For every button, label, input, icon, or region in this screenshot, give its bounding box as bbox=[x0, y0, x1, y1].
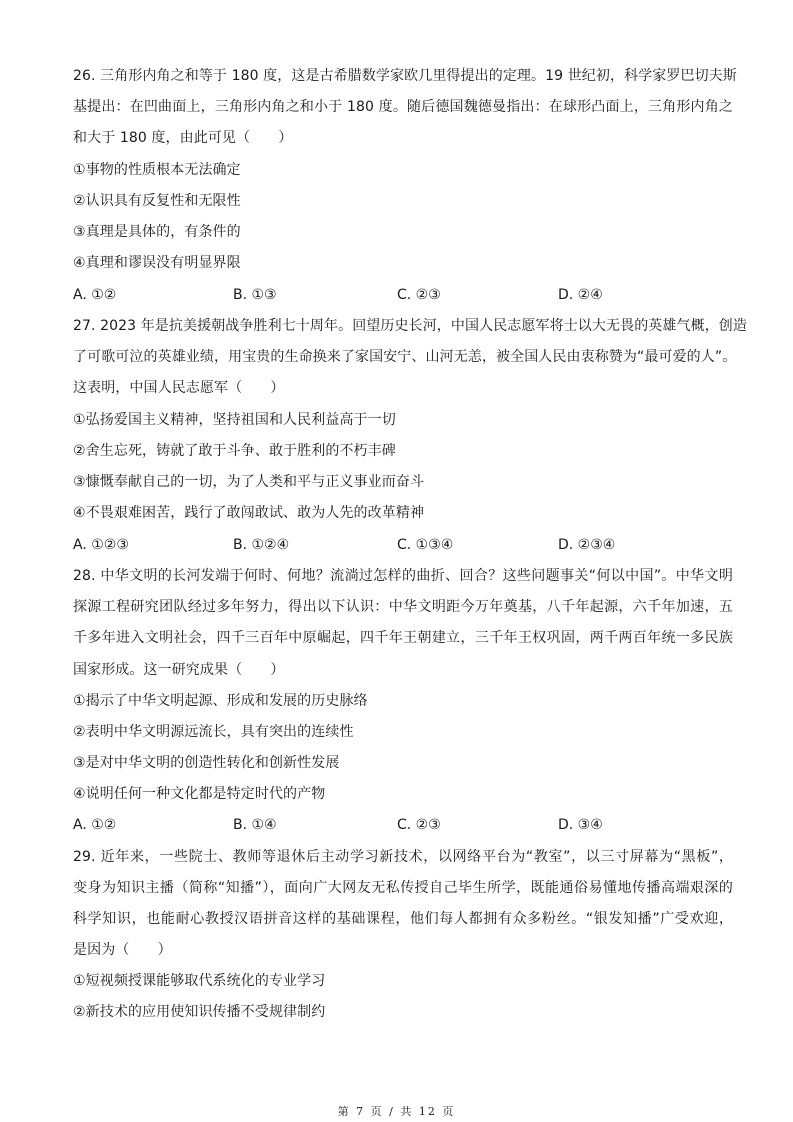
option-d: D. ②③④ bbox=[558, 537, 616, 553]
option-b: B. ①④ bbox=[233, 817, 277, 833]
question-stem-line: 探源工程研究团队经过多年努力，得出以下认识：中华文明距今万年奠基，八千年起源，六千年加速，五 bbox=[73, 599, 733, 615]
option-d: D. ②④ bbox=[558, 287, 603, 303]
statement-1: ①揭示了中华文明起源、形成和发展的历史脉络 bbox=[73, 693, 368, 709]
statement-1: ①短视频授课能够取代系统化的专业学习 bbox=[73, 973, 326, 989]
question-stem-line: 基提出：在凹曲面上，三角形内角之和小于 180 度。随后德国魏德曼指出：在球形凸面上，三角形内角之 bbox=[73, 99, 733, 115]
option-c: C. ②③ bbox=[397, 817, 441, 833]
statement-3: ③真理是具体的，有条件的 bbox=[73, 224, 241, 240]
statement-1: ①事物的性质根本无法确定 bbox=[73, 162, 241, 178]
question-stem-line: 这表明，中国人民志愿军（ ） bbox=[73, 380, 285, 396]
statement-2: ②新技术的应用使知识传播不受规律制约 bbox=[73, 1004, 326, 1020]
option-c: C. ①③④ bbox=[397, 537, 454, 553]
question-stem-line: 是因为（ ） bbox=[73, 942, 172, 958]
option-a: A. ①②③ bbox=[73, 537, 129, 553]
answer-options bbox=[73, 810, 733, 841]
answer-options bbox=[73, 280, 733, 311]
statement-1: ①弘扬爱国主义精神，坚持祖国和人民利益高于一切 bbox=[73, 412, 396, 428]
question-stem-line: 26. 三角形内角之和等于 180 度，这是古希腊数学家欧几里得提出的定理。19 世纪初，科学家罗巴切夫斯 bbox=[73, 68, 737, 84]
statement-3: ③慷慨奉献自己的一切，为了人类和平与正义事业而奋斗 bbox=[73, 474, 425, 490]
question-stem-line: 27. 2023 年是抗美援朝战争胜利七十周年。回望历史长河，中国人民志愿军将士以大无畏的英雄气概，创造 bbox=[73, 318, 747, 334]
page-footer: 第 7 页 / 共 12 页 bbox=[337, 1105, 456, 1118]
option-a: A. ①② bbox=[73, 817, 117, 833]
question-stem-line: 科学知识，也能耐心教授汉语拼音这样的基础课程，他们每人都拥有众多粉丝。“银发知播”广受欢迎， bbox=[73, 911, 733, 927]
option-a: A. ①② bbox=[73, 287, 117, 303]
question-stem-line: 国家形成。这一研究成果（ ） bbox=[73, 662, 285, 678]
answer-options bbox=[73, 530, 733, 561]
statement-2: ②表明中华文明源远流长，具有突出的连续性 bbox=[73, 724, 354, 740]
question-stem-line: 29. 近年来，一些院士、教师等退休后主动学习新技术，以网络平台为“教室”，以三寸屏幕为“黑板”， bbox=[73, 849, 733, 865]
question-stem-line: 和大于 180 度，由此可见（ ） bbox=[73, 130, 293, 146]
statement-4: ④不畏艰难困苦，践行了敢闯敢试、敢为人先的改革精神 bbox=[73, 505, 425, 521]
option-c: C. ②③ bbox=[397, 287, 441, 303]
question-stem-line: 千多年进入文明社会，四千三百年中原崛起，四千年王朝建立，三千年王权巩固，两千两百年统一多民族 bbox=[73, 630, 733, 646]
option-b: B. ①②④ bbox=[233, 537, 290, 553]
option-b: B. ①③ bbox=[233, 287, 277, 303]
question-stem-line: 了可歌可泣的英雄业绩，用宝贵的生命换来了家国安宁、山河无恙，被全国人民由衷称赞为“最可爱的人”。 bbox=[73, 349, 737, 365]
option-d: D. ③④ bbox=[558, 817, 603, 833]
statement-2: ②舍生忘死，铸就了敢于斗争、敢于胜利的不朽丰碑 bbox=[73, 443, 396, 459]
statement-4: ④说明任何一种文化都是特定时代的产物 bbox=[73, 786, 326, 802]
question-stem-line: 28. 中华文明的长河发端于何时、何地？流淌过怎样的曲折、回合？这些问题事关“何以中国”。中华文明 bbox=[73, 568, 733, 584]
statement-4: ④真理和谬误没有明显界限 bbox=[73, 255, 241, 271]
statement-3: ③是对中华文明的创造性转化和创新性发展 bbox=[73, 755, 340, 771]
question-stem-line: 变身为知识主播（简称“知播”），面向广大网友无私传授自己毕生所学，既能通俗易懂地传播高端艰深的 bbox=[73, 880, 733, 896]
statement-2: ②认识具有反复性和无限性 bbox=[73, 193, 241, 209]
